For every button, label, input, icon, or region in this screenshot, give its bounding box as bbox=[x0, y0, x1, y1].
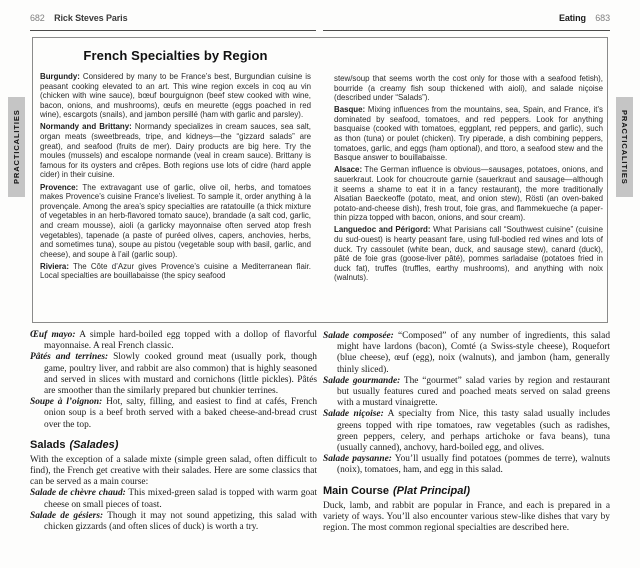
entry-lead-salade-paysanne: Salade paysanne: bbox=[323, 454, 392, 465]
box-paragraph-riviera-continued bbox=[334, 74, 603, 103]
entry-body-oeuf-mayo: A simple hard-boiled egg topped with a dollop of flavorful mayonnaise. A real French classic. bbox=[44, 330, 317, 352]
entry-body-salade-gesiers: Though it may not sound appetizing, this salad with chicken gizzards (and often slices of duck) is worth a try. bbox=[44, 510, 317, 533]
box-paragraph-normandy-brittany bbox=[40, 122, 311, 180]
entry-salade-composee bbox=[323, 331, 610, 376]
running-head-right bbox=[323, 13, 610, 31]
section-heading-salads-label: Salads bbox=[30, 438, 66, 451]
box-body-normandy-brittany: Normandy specializes in cream sauces, sea salt, organ meats (sweetbreads, tripe, and kidneys—the “gizzard salads” are great), and seafood (fruits de mer). Dairy products are big here. Try the moules (mussels) and escalope normande (veal in cream sauce). Brittany is famous for its oysters and crêpes. Both regions use lots of cidre (hard apple cider) in their cuisine. bbox=[40, 122, 311, 180]
entry-lead-salade-chevre-chaud: Salade de chèvre chaud: bbox=[30, 488, 126, 499]
entry-body-salade-nicoise: A specialty from Nice, this tasty salad usually includes greens topped with ripe tomatoes, raw vegetables (such as radishes, green peppers, celery, and perhaps artichoke or fava beans), tuna (usually canned), anchovy, hard-boiled egg, and olives. bbox=[337, 409, 611, 454]
margin-tab-right: PRACTICALITIES bbox=[616, 97, 633, 197]
box-paragraph-alsace bbox=[334, 165, 603, 223]
entry-lead-pates-terrines: Pâtés and terrines: bbox=[30, 352, 109, 363]
box-paragraph-riviera bbox=[40, 262, 311, 281]
feature-box-column-right bbox=[334, 74, 603, 285]
box-body-basque: Mixing influences from the mountains, sea, Spain, and France, it’s dominated by seafood, tomatoes, and red peppers. Look for anything basquaise (cooked with tomatoes, eggplant, red peppers, and garlic), such as thon (tuna) or poulet (chicken). Try piperade, a dish combining peppers, tomatoes, garlic, and eggs (ham optional), and ttoro, a seafood stew and the Basque answer to bouillabaisse. bbox=[334, 105, 603, 163]
box-body-riviera: The Côte d’Azur gives Provence’s cuisine a Mediterranean flair. Local specialties are bouillabaisse (the spicy seafood bbox=[40, 261, 311, 281]
entry-salade-gourmande bbox=[323, 376, 610, 410]
box-lead-riviera: Riviera: bbox=[40, 261, 69, 271]
box-paragraph-basque bbox=[334, 105, 603, 163]
box-lead-alsace: Alsace: bbox=[334, 165, 363, 175]
entry-body-salade-gourmande: The “gourmet” salad varies by region and restaurant but usually features cured and poached meats served on salad greens with a mustard vinaigrette. bbox=[337, 375, 610, 409]
box-body-burgundy: Considered by many to be France’s best, Burgundian cuisine is peasant cooking elevated to an art. This wine region excels in coq au vin (chicken with wine sauce), bœuf bourguignon (beef stew cooked with wine, bacon, onions, and mushrooms), œufs en meurette (eggs poached in red wine), escargots (snails), and jambon persillé (ham with garlic and parsley). bbox=[40, 72, 311, 120]
entry-lead-salade-nicoise: Salade niçoise: bbox=[323, 409, 384, 420]
running-head-left bbox=[30, 13, 316, 31]
entry-body-salade-chevre-chaud: This mixed-green salad is topped with warm goat cheese on small pieces of toast. bbox=[44, 488, 318, 510]
entry-body-salade-composee: “Composed” of any number of ingredients, this salad might have lardons (bacon), Comté (a Swiss-style cheese), Roquefort (blue cheese), œuf (egg), noix (walnuts), and jambon (ham, generally thinly sliced). bbox=[337, 331, 611, 375]
page-number-left: 682 bbox=[30, 13, 45, 23]
entry-pates-terrines bbox=[30, 352, 317, 397]
chapter-title: Eating bbox=[558, 13, 586, 23]
box-body-riviera-continued: stew/soup that seems worth the cost only for those with a seafood fetish), bourride (a creamy fish soup thickened with aioli), and salade niçoise (described under “Salads”). bbox=[334, 74, 603, 103]
entry-lead-salade-gourmande: Salade gourmande: bbox=[323, 375, 401, 386]
box-lead-provence: Provence: bbox=[40, 182, 79, 192]
body-column-right bbox=[323, 331, 610, 534]
box-lead-burgundy: Burgundy: bbox=[40, 72, 80, 81]
entry-body-salade-paysanne: You’ll usually find potatoes (pommes de terre), walnuts (noix), tomatoes, ham, and egg in this salad. bbox=[337, 454, 610, 476]
section-heading-salads-french: (Salades) bbox=[69, 438, 119, 451]
box-lead-languedoc-perigord: Languedoc and Périgord: bbox=[334, 225, 431, 235]
entry-body-soupe-oignon: Hot, salty, filling, and easiest to find at cafés, French onion soup is a beef broth served with a baked cheese-and-bread crust over the top. bbox=[44, 397, 318, 430]
entry-salade-nicoise bbox=[323, 409, 610, 454]
box-body-provence: The extravagant use of garlic, olive oil, herbs, and tomatoes makes Provence’s cuisine France’s liveliest. To sample it, order anything à la provençale. Among the area’s spicy specialties are ratatouille (a thick mixture of vegetables in an herb-flavored tomato sauce), brandade (a salt cod, garlic, and cream mousse), aioli (a garlicky mayonnaise often served atop fresh vegetables), tapenade (a paste of puréed olives, capers, anchovies, herbs, and sometimes tuna), soupe au pistou (vegetable soup with basil, garlic, and cheese), and soupe à l’ail (garlic soup). bbox=[40, 182, 311, 259]
entry-salade-gesiers bbox=[30, 511, 317, 533]
entry-oeuf-mayo bbox=[30, 330, 317, 352]
entry-lead-salade-gesiers: Salade de gésiers: bbox=[30, 510, 104, 521]
entry-salade-paysanne bbox=[323, 454, 610, 476]
main-course-intro-paragraph: Duck, lamb, and rabbit are popular in France, and each is prepared in a variety of ways. You’ll also encounter various stew-like dishes that vary by region. The most common regional specialties are described here. bbox=[323, 500, 610, 534]
entry-lead-salade-composee: Salade composée: bbox=[323, 331, 394, 341]
feature-box-column-left bbox=[40, 48, 311, 283]
feature-box-title: French Specialties by Region bbox=[83, 48, 268, 63]
box-lead-basque: Basque: bbox=[334, 105, 366, 115]
entry-lead-soupe-oignon: Soupe à l’oignon: bbox=[30, 397, 103, 408]
box-paragraph-provence bbox=[40, 183, 311, 260]
feature-box bbox=[32, 37, 608, 323]
page-number-right: 683 bbox=[595, 13, 610, 23]
entry-body-pates-terrines: Slowly cooked ground meat (usually pork, though game, poultry liver, and rabbit are also common) that is highly seasoned and served in slices with mustard and cornichons (little pickles). Pâtés are smoother than the similarly prepared but chunkier terrines. bbox=[44, 352, 317, 397]
box-lead-normandy-brittany: Normandy and Brittany: bbox=[40, 122, 132, 132]
entry-salade-chevre-chaud bbox=[30, 488, 317, 510]
box-body-languedoc-perigord: What Parisians call “Southwest cuisine” (cuisine du sud-ouest) is hearty peasant fare, using full-bodied red wines and lots of duck. Try cassoulet (white bean, duck, and sausage stew), canard (duck), pâté de foie gras (goose-liver pâté), pommes sarladaise (potatoes fried in duck fat), truffes (truffles, earthy mushrooms), and anything with noix (walnuts). bbox=[334, 225, 603, 283]
section-heading-salads bbox=[30, 439, 317, 452]
section-heading-main-course bbox=[323, 485, 610, 498]
entry-lead-oeuf-mayo: Œuf mayo: bbox=[30, 330, 76, 340]
book-title: Rick Steves Paris bbox=[54, 13, 128, 23]
section-heading-main-course-label: Main Course bbox=[323, 484, 390, 497]
box-paragraph-burgundy bbox=[40, 72, 311, 120]
entry-soupe-oignon bbox=[30, 397, 317, 431]
body-column-left bbox=[30, 330, 317, 533]
box-paragraph-languedoc-perigord bbox=[334, 225, 603, 283]
salads-intro-paragraph: With the exception of a salade mixte (simple green salad, often difficult to find), the French get creative with their salades. Here are some classics that can be served as a main course: bbox=[30, 454, 317, 488]
margin-tab-left: PRACTICALITIES bbox=[8, 97, 25, 197]
box-body-alsace: The German influence is obvious—sausages, potatoes, onions, and sauerkraut. Look for choucroute garnie (sauerkraut and sausage—although it seems a shame to eat it in a fancy restaurant), the more traditionally Alsatian Baeckeoffe (potato, meat, and onion stew), Rösti (an oven-baked potato-and-cheese dish), fresh trout, foie gras, and flammekueche (a paper-thin pizza topped with bacon, onions, and sour cream). bbox=[334, 165, 603, 223]
section-heading-main-course-french: (Plat Principal) bbox=[393, 484, 471, 497]
